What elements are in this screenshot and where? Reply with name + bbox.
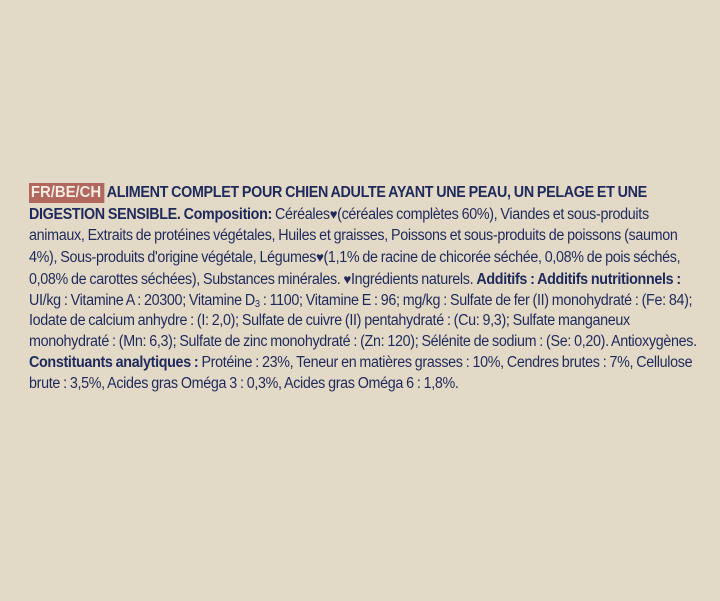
natural-ingredients-note: Ingrédients naturels. <box>350 270 474 288</box>
vitamin-d-subscript: 3 <box>254 298 260 310</box>
composition-text-1: Céréales <box>275 205 330 223</box>
heart-icon: ♥ <box>343 270 351 287</box>
heart-icon: ♥ <box>329 205 338 222</box>
additives-text-1: UI/kg : Vitamine A : 20300; Vitamine D <box>29 291 255 309</box>
heart-icon: ♥ <box>316 248 324 265</box>
additives-label: Additifs : Additifs nutritionnels : <box>476 270 681 288</box>
language-badge: FR/BE/CH <box>29 183 104 203</box>
composition-text-2: (céréales complètes 60%), Viandes et sous-produits animaux, Extraits de protéines végétales, Huiles et graisses, Poissons et sous-produits de poissons (saumon 4%), Sous-produits d'origine végétale, Légumes <box>29 205 678 266</box>
product-title: ALIMENT COMPLET POUR CHIEN ADULTE AYANT UNE PEAU, UN PELAGE ET UNE DIGESTION SENSIBLE. <box>29 184 647 223</box>
product-label-text <box>29 183 699 395</box>
composition-label: Composition: <box>183 205 272 223</box>
analytical-constituents-text: Protéine : 23%, Teneur en matières grasses : 10%, Cendres brutes : 7%, Cellulose brute : 3,5%, Acides gras Oméga 3 : 0,3%, Acides gras Oméga 6 : 1,8%. <box>29 354 693 393</box>
additives-text-2: : 1100; Vitamine E : 96; mg/kg : Sulfate de fer (II) monohydraté : (Fe: 84); Iodate de calcium anhydre : (I: 2,0); Sulfate de cuivre (II) pentahydraté : (Cu: 9,3); Sulfate manganeux monohydraté : (Mn: 6,3); Sulfate de zinc monohydraté : (Zn: 120); Sélénite de sodium : (Se: 0,20). Antioxygènes. <box>29 291 697 351</box>
composition-text-3: (1,1% de racine de chicorée séchée, 0,08% de pois séchés, 0,08% de carottes séchées), Substances minérales. <box>29 248 681 288</box>
analytical-constituents-label: Constituants analytiques : <box>29 354 199 372</box>
